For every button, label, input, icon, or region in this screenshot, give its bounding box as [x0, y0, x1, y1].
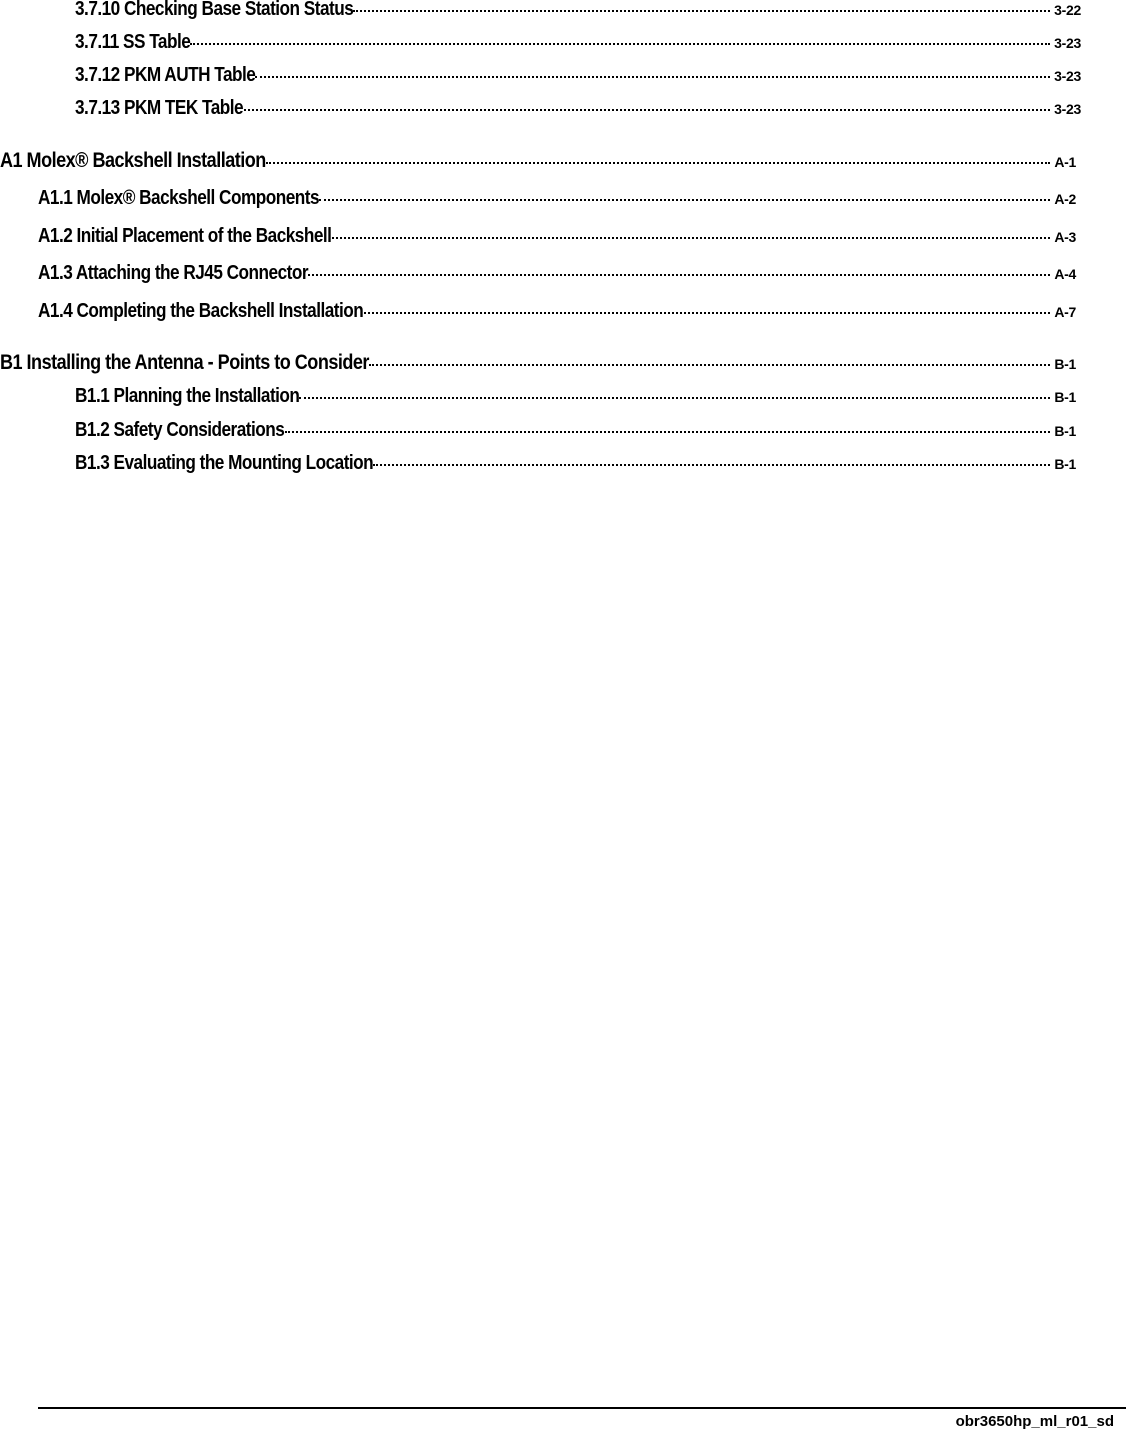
dot-leader [299, 397, 1050, 399]
toc-entry-page: 3-23 [1054, 101, 1081, 117]
toc-entry-title: B1.3 Evaluating the Mounting Location [75, 452, 374, 474]
toc-entry[interactable] [75, 97, 1081, 120]
toc-entry-title: B1 Installing the Antenna - Points to Consider [0, 351, 369, 374]
toc-entry-page: B-1 [1054, 423, 1076, 439]
toc-entry-page: 3-22 [1054, 2, 1081, 18]
dot-leader [266, 162, 1051, 164]
footer-divider [38, 1407, 1126, 1409]
toc-entry-title: A1.3 Attaching the RJ45 Connector [38, 262, 309, 284]
toc-entry-page: B-1 [1054, 356, 1076, 372]
toc-entry-title: B1.1 Planning the Installation [75, 385, 300, 407]
toc-entry[interactable] [0, 351, 1076, 375]
toc-entry[interactable] [38, 300, 1076, 323]
toc-entry[interactable] [75, 419, 1076, 442]
dot-leader [353, 10, 1050, 12]
dot-leader [244, 109, 1051, 111]
footer-document-code: obr3650hp_ml_r01_sd [955, 1413, 1114, 1430]
toc-entry[interactable] [75, 64, 1081, 87]
dot-leader [190, 43, 1050, 45]
dot-leader [373, 464, 1050, 466]
toc-entry-page: A-3 [1054, 229, 1076, 245]
toc-entry[interactable] [75, 452, 1076, 475]
dot-leader [332, 237, 1051, 239]
toc-entry-title: A1.1 Molex® Backshell Components [38, 187, 320, 209]
dot-leader [319, 199, 1051, 201]
toc-entry[interactable] [75, 31, 1081, 54]
toc-entry-page: 3-23 [1054, 68, 1081, 84]
dot-leader [285, 431, 1051, 433]
toc-entry-page: A-7 [1054, 304, 1076, 320]
toc-entry-page: 3-23 [1054, 35, 1081, 51]
dot-leader [255, 76, 1050, 78]
toc-entry-title: 3.7.11 SS Table [75, 31, 191, 53]
toc-entry[interactable] [38, 225, 1076, 248]
toc-entry-title: A1.2 Initial Placement of the Backshell [38, 225, 332, 247]
toc-entry[interactable] [75, 0, 1081, 21]
toc-entry[interactable] [38, 262, 1076, 285]
dot-leader [369, 364, 1050, 366]
toc-entry-title: 3.7.12 PKM AUTH Table [75, 64, 256, 86]
toc-entry-page: A-2 [1054, 191, 1076, 207]
toc-entry-title: 3.7.10 Checking Base Station Status [75, 0, 354, 20]
dot-leader [308, 274, 1050, 276]
toc-entry-title: A1.4 Completing the Backshell Installation [38, 300, 364, 322]
toc-entry-page: B-1 [1054, 389, 1076, 405]
dot-leader [364, 312, 1051, 314]
toc-entry[interactable] [0, 149, 1076, 173]
toc-entry-title: 3.7.13 PKM TEK Table [75, 97, 244, 119]
toc-entry-page: B-1 [1054, 456, 1076, 472]
toc-entry-title: B1.2 Safety Considerations [75, 419, 285, 441]
toc-entry[interactable] [38, 187, 1076, 210]
toc-entry-title: A1 Molex® Backshell Installation [0, 149, 266, 172]
toc-entry-page: A-1 [1054, 154, 1076, 170]
toc-entry[interactable] [75, 385, 1076, 408]
toc-entry-page: A-4 [1054, 266, 1076, 282]
